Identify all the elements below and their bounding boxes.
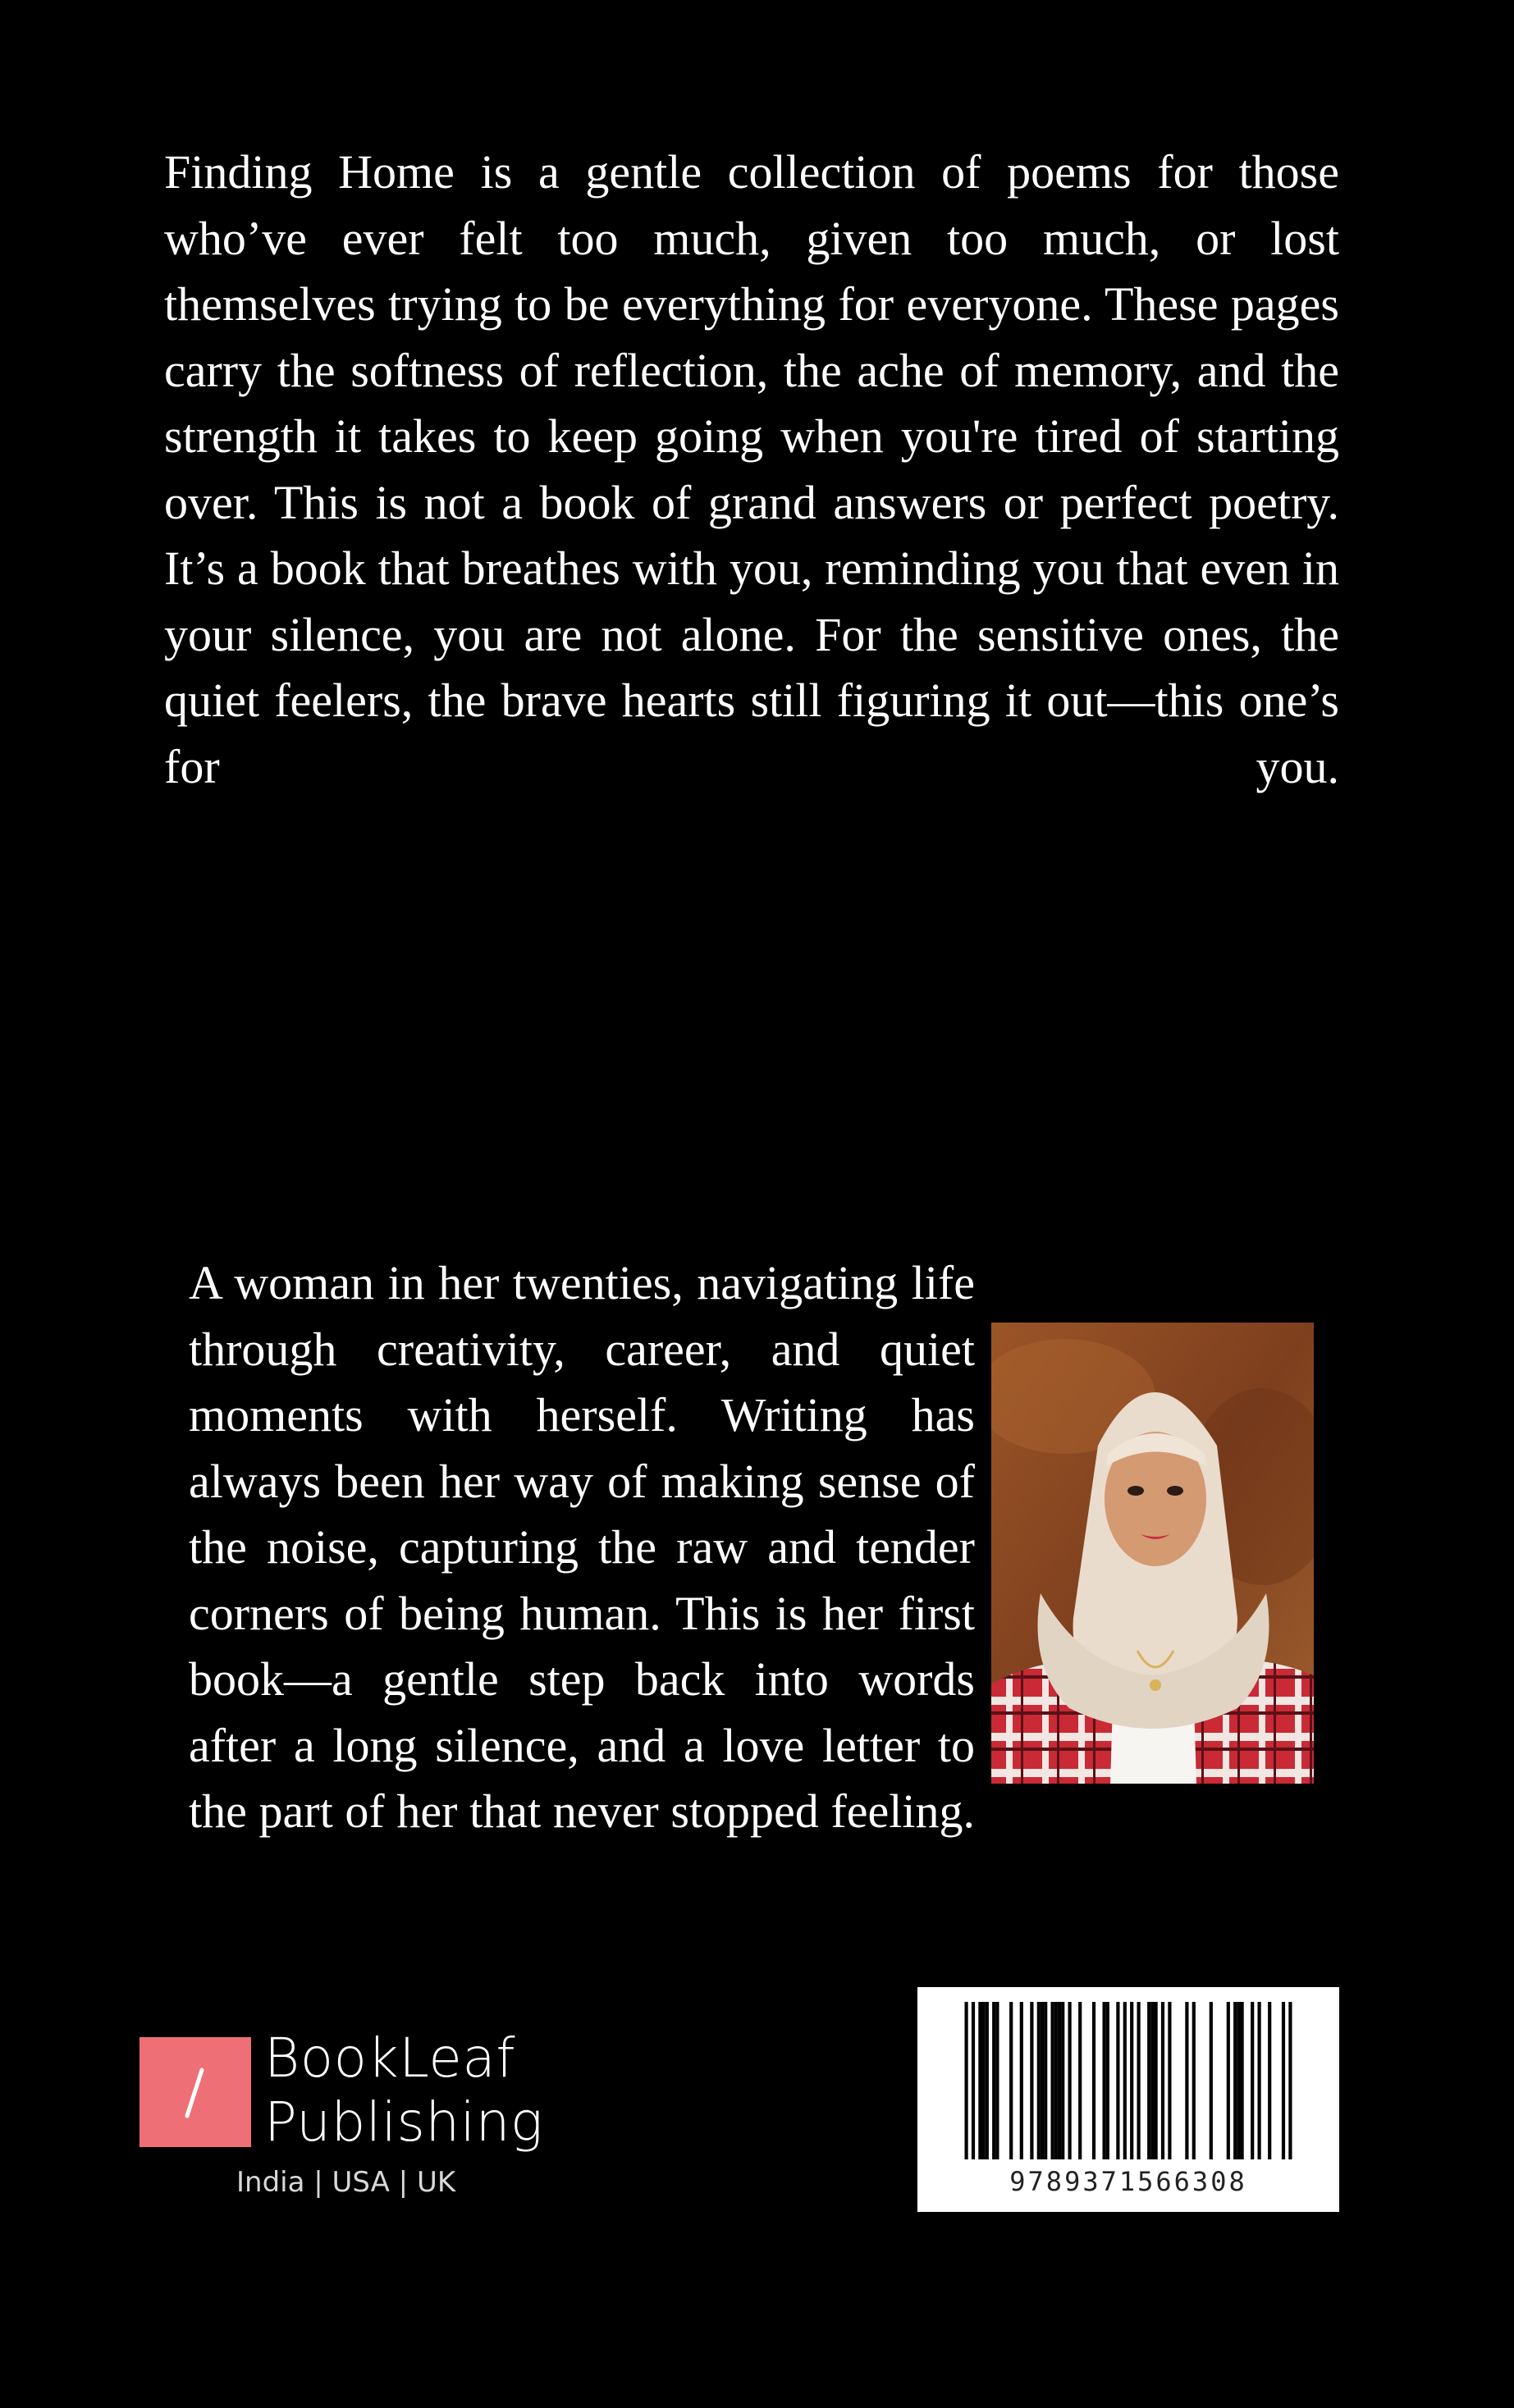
barcode-bar [1030, 2002, 1033, 2159]
barcode-bar [1233, 2002, 1237, 2159]
barcode-bar [1116, 2002, 1119, 2159]
barcode-bar [1058, 2002, 1061, 2159]
isbn-number: 9789371566308 [1009, 2166, 1247, 2197]
barcode-bar [1054, 2002, 1058, 2159]
barcode-bar [1237, 2002, 1240, 2159]
barcode-bar [1210, 2002, 1213, 2159]
barcode-bar [1044, 2002, 1047, 2159]
barcode-bar [1061, 2002, 1064, 2159]
barcode-bar [1078, 2002, 1082, 2159]
isbn-barcode [917, 1987, 1339, 2212]
barcode-bar [986, 2002, 989, 2159]
author-photo [991, 1323, 1314, 1784]
barcode-bar [1251, 2002, 1254, 2159]
barcode-bar [1009, 2002, 1013, 2159]
barcode-bar [972, 2002, 975, 2159]
barcode-bar [965, 2002, 968, 2159]
barcode-bar [1185, 2002, 1188, 2159]
barcode-bar [1282, 2002, 1285, 2159]
barcode-bar [1155, 2002, 1158, 2159]
barcode-bar [1137, 2002, 1141, 2159]
barcode-bar [1241, 2002, 1244, 2159]
barcode-bar [1020, 2002, 1023, 2159]
publisher-name-line2: Publishing [264, 2090, 544, 2154]
barcode-bar [1192, 2002, 1196, 2159]
barcode-bar [1150, 2002, 1154, 2159]
barcode-bar [1258, 2002, 1261, 2159]
barcode-bar [1268, 2002, 1271, 2159]
barcode-bar [1037, 2002, 1041, 2159]
barcode-bar [992, 2002, 995, 2159]
barcode-bar [982, 2002, 986, 2159]
barcode-bar [1227, 2002, 1230, 2159]
barcode-bar [1130, 2002, 1133, 2159]
slash-icon [140, 2037, 251, 2147]
barcode-bar [1051, 2002, 1054, 2159]
barcode-bar [1147, 2002, 1150, 2159]
barcode-bar [1041, 2002, 1044, 2159]
barcode-bar [1068, 2002, 1072, 2159]
barcode-bar [1103, 2002, 1106, 2159]
barcode-bar [1123, 2002, 1127, 2159]
author-portrait-image [991, 1323, 1314, 1784]
publisher-name-line1: BookLeaf [264, 2026, 516, 2090]
publisher-mark [140, 2037, 251, 2147]
barcode-bar [1161, 2002, 1164, 2159]
publisher-name [264, 2026, 543, 2154]
publisher-regions: India | USA | UK [236, 2166, 456, 2199]
barcode-bar [1106, 2002, 1109, 2159]
barcode-bar [1288, 2002, 1292, 2159]
barcode-bar [995, 2002, 999, 2159]
barcode-bar [1168, 2002, 1171, 2159]
barcode-bar [1092, 2002, 1095, 2159]
author-bio: A woman in her twenties, navigating life through creativity, career, and quiet moments with herself. Writing has always been her way of making sense of the noise, capturing the raw and tender corners of being human. This is her first book—a gentle step back into words after a long silence, and a love letter to the part of her that never stopped feeling. [189, 1256, 975, 1838]
book-blurb: Finding Home is a gentle collection of poems for those who’ve ever felt too much, given too much, or lost themselves trying to be everything for everyone. These pages carry the softness of reflection, the ache of memory, and the strength it takes to keep going when you're tired of starting over. This is not a book of grand answers or perfect poetry. It’s a book that breathes with you, reminding you that even in your silence, you are not alone. For the sensitive ones, the quiet feelers, the brave hearts still figuring it out—this one’s for you. [164, 145, 1339, 793]
barcode-bar [978, 2002, 981, 2159]
